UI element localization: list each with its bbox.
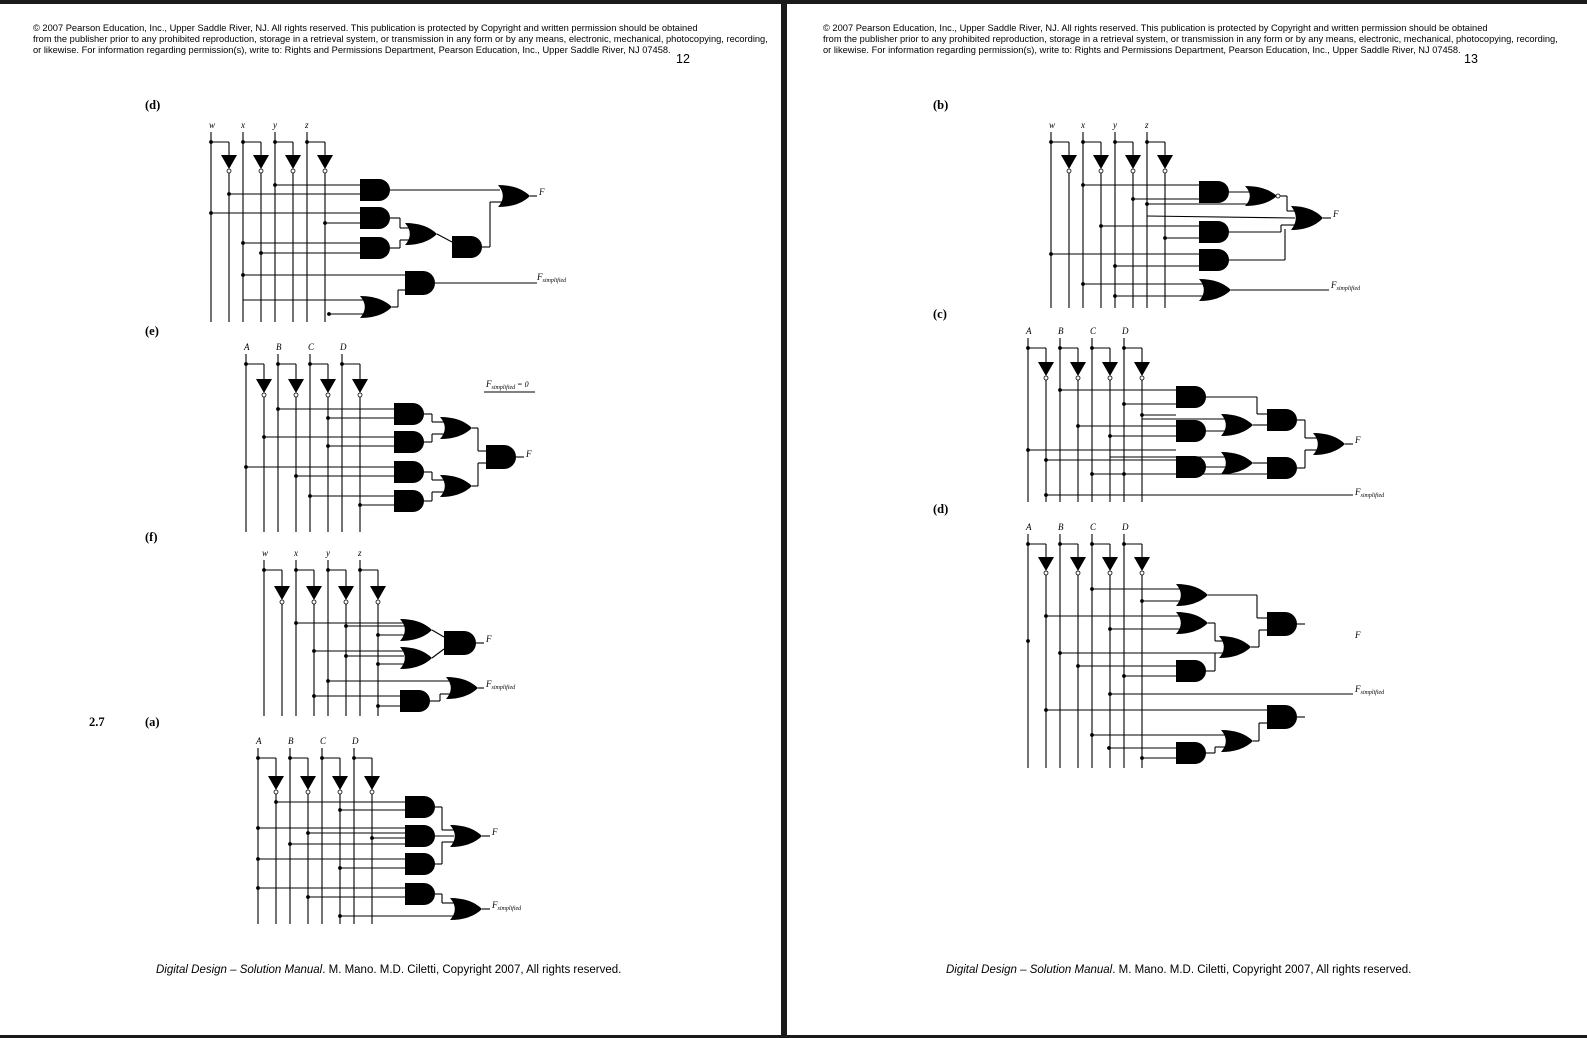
- not-gate: [268, 776, 284, 790]
- output-label-f: F: [492, 827, 498, 837]
- junction-dot: [227, 192, 231, 196]
- inverter-bubble: [1044, 571, 1048, 575]
- junction-dot: [1122, 346, 1126, 350]
- not-gate: [1093, 155, 1109, 169]
- junction-dot: [1113, 294, 1117, 298]
- or-gate: [1221, 452, 1253, 474]
- output-label-f-simplified: $F_{simplified}$: [537, 272, 567, 284]
- section-label: (c): [933, 307, 947, 321]
- junction-dot: [1099, 224, 1103, 228]
- junction-dot: [256, 826, 260, 830]
- input-label: D: [340, 342, 347, 352]
- and-gate: [394, 461, 424, 483]
- input-label: D: [1122, 326, 1129, 336]
- junction-dot: [358, 568, 362, 572]
- page-13: [787, 4, 1587, 1035]
- wire: [432, 649, 444, 658]
- and-gate: [444, 631, 476, 655]
- junction-dot: [1107, 746, 1111, 750]
- not-gate: [1038, 362, 1054, 376]
- junction-dot: [376, 633, 380, 637]
- output-label-f: F: [1333, 209, 1339, 219]
- input-label: y: [326, 548, 330, 558]
- junction-dot: [1122, 674, 1126, 678]
- inverter-bubble: [1044, 376, 1048, 380]
- junction-dot: [241, 273, 245, 277]
- and-gate: [394, 403, 424, 425]
- and-gate: [1199, 249, 1229, 271]
- not-gate: [370, 586, 386, 600]
- junction-dot: [338, 808, 342, 812]
- input-label: z: [1145, 120, 1149, 130]
- and-gate: [1176, 456, 1206, 478]
- junction-dot: [1090, 346, 1094, 350]
- junction-dot: [344, 654, 348, 658]
- junction-dot: [1058, 542, 1062, 546]
- junction-dot: [370, 836, 374, 840]
- inverter-bubble: [1140, 376, 1144, 380]
- or-gate: [450, 825, 482, 847]
- junction-dot: [1108, 434, 1112, 438]
- junction-dot: [1058, 651, 1062, 655]
- and-gate: [1199, 221, 1229, 243]
- junction-dot: [294, 621, 298, 625]
- junction-dot: [256, 756, 260, 760]
- inverter-bubble: [338, 790, 342, 794]
- input-label: w: [209, 120, 216, 130]
- junction-dot: [308, 494, 312, 498]
- section-label: (e): [145, 324, 159, 338]
- not-gate: [1134, 557, 1150, 571]
- not-gate: [1102, 557, 1118, 571]
- or-gate: [440, 475, 472, 497]
- inverter-bubble: [1099, 169, 1103, 173]
- footer-credits: . M. Mano. M.D. Ciletti, Copyright 2007, All rights reserved.: [322, 964, 622, 976]
- problem-number: 2.7: [89, 715, 105, 729]
- inverter-bubble: [259, 169, 263, 173]
- and-gate: [1267, 612, 1297, 636]
- junction-dot: [1081, 183, 1085, 187]
- junction-dot: [1076, 664, 1080, 668]
- junction-dot: [308, 362, 312, 366]
- output-label-f: F: [1355, 435, 1361, 445]
- wire: [432, 630, 444, 637]
- and-gate: [1267, 457, 1297, 479]
- and-gate: [360, 237, 390, 259]
- circuit-f: [262, 548, 516, 716]
- output-label-f-simplified: $F_{simplified} = 0$: [486, 379, 529, 391]
- junction-dot: [1049, 140, 1053, 144]
- input-label: A: [244, 342, 250, 352]
- or-gate: [400, 619, 432, 641]
- inverter-bubble: [1140, 571, 1144, 575]
- not-gate: [1125, 155, 1141, 169]
- wire: [437, 234, 452, 242]
- not-gate: [1102, 362, 1118, 376]
- input-label: x: [241, 120, 245, 130]
- junction-dot: [338, 914, 342, 918]
- inverter-bubble: [274, 790, 278, 794]
- output-label-f-simplified: $F_{simplified}$: [492, 900, 522, 912]
- junction-dot: [312, 649, 316, 653]
- output-label-f: F: [486, 634, 492, 644]
- and-gate: [394, 431, 424, 453]
- junction-dot: [273, 183, 277, 187]
- and-gate: [400, 690, 430, 712]
- inverter-bubble: [280, 600, 284, 604]
- and-gate: [486, 445, 516, 469]
- section-label: (d): [933, 502, 949, 516]
- not-gate: [317, 155, 333, 169]
- junction-dot: [1081, 140, 1085, 144]
- not-gate: [300, 776, 316, 790]
- input-label: y: [1113, 120, 1117, 130]
- not-gate: [1070, 362, 1086, 376]
- input-label: x: [1081, 120, 1085, 130]
- junction-dot: [1090, 472, 1094, 476]
- not-gate: [364, 776, 380, 790]
- junction-dot: [376, 662, 380, 666]
- not-gate: [274, 586, 290, 600]
- junction-dot: [1076, 424, 1080, 428]
- inverter-bubble: [326, 393, 330, 397]
- junction-dot: [1113, 140, 1117, 144]
- junction-dot: [1090, 733, 1094, 737]
- junction-dot: [1044, 708, 1048, 712]
- junction-dot: [1145, 202, 1149, 206]
- not-gate: [332, 776, 348, 790]
- not-gate: [221, 155, 237, 169]
- input-label: B: [288, 736, 294, 746]
- input-label: D: [1122, 522, 1129, 532]
- junction-dot: [323, 221, 327, 225]
- and-gate: [1199, 181, 1229, 203]
- input-label: z: [358, 548, 362, 558]
- input-label: x: [294, 548, 298, 558]
- not-gate: [288, 379, 304, 393]
- junction-dot: [1044, 493, 1048, 497]
- inverter-bubble: [262, 393, 266, 397]
- or-gate: [1245, 186, 1277, 206]
- junction-dot: [1081, 282, 1085, 286]
- copyright-line: © 2007 Pearson Education, Inc., Upper Saddle River, NJ. All rights reserved. This publication is protected by Copyright and written permission should be obtained: [33, 23, 698, 33]
- junction-dot: [209, 140, 213, 144]
- junction-dot: [1108, 627, 1112, 631]
- junction-dot: [244, 362, 248, 366]
- copyright-line: or likewise. For information regarding permission(s), write to: Rights and Permissions Department, Pearson Education, Inc., Upper Saddle River, NJ 07458.: [33, 45, 671, 55]
- circuit-d: [1025, 522, 1385, 768]
- junction-dot: [276, 407, 280, 411]
- junction-dot: [1044, 458, 1048, 462]
- junction-dot: [306, 831, 310, 835]
- page-number: 13: [1464, 52, 1478, 66]
- not-gate: [338, 586, 354, 600]
- output-label-f-simplified: $F_{simplified}$: [1355, 487, 1385, 499]
- circuit-b: [1049, 120, 1361, 308]
- section-label: (a): [145, 715, 160, 729]
- or-gate: [405, 223, 437, 245]
- and-gate: [1267, 409, 1297, 431]
- and-gate: [405, 796, 435, 818]
- input-label: z: [305, 120, 309, 130]
- junction-dot: [1049, 252, 1053, 256]
- inverter-bubble: [1163, 169, 1167, 173]
- logic-circuits-page-13: [787, 4, 1587, 1035]
- not-gate: [1038, 557, 1054, 571]
- or-gate: [1291, 206, 1323, 230]
- or-gate: [1221, 414, 1253, 436]
- junction-dot: [273, 140, 277, 144]
- junction-dot: [1090, 587, 1094, 591]
- junction-dot: [1058, 388, 1062, 392]
- inverter-bubble: [323, 169, 327, 173]
- not-gate: [1061, 155, 1077, 169]
- page-12: [0, 4, 781, 1035]
- junction-dot: [259, 251, 263, 255]
- inverter-bubble: [1076, 571, 1080, 575]
- input-label: w: [1049, 120, 1056, 130]
- inverter-bubble: [227, 169, 231, 173]
- output-label-f: F: [526, 449, 532, 459]
- input-label: B: [1058, 326, 1064, 336]
- not-gate: [253, 155, 269, 169]
- junction-dot: [1122, 542, 1126, 546]
- and-gate: [1267, 705, 1297, 729]
- output-label-f-simplified: $F_{simplified}$: [1355, 684, 1385, 696]
- junction-dot: [305, 140, 309, 144]
- copyright-line: or likewise. For information regarding permission(s), write to: Rights and Permissions Department, Pearson Education, Inc., Upper Saddle River, NJ 07458.: [823, 45, 1461, 55]
- output-label-f-simplified: $F_{simplified}$: [1331, 280, 1361, 292]
- junction-dot: [288, 756, 292, 760]
- or-gate: [1221, 730, 1253, 752]
- output-label-f-simplified: $F_{simplified}$: [486, 679, 516, 691]
- input-label: w: [262, 548, 269, 558]
- page-number: 12: [676, 52, 690, 66]
- inverter-bubble: [1131, 169, 1135, 173]
- inverter-bubble: [291, 169, 295, 173]
- and-gate: [1176, 742, 1206, 764]
- not-gate: [256, 379, 272, 393]
- and-gate: [360, 207, 390, 229]
- not-gate: [320, 379, 336, 393]
- and-gate: [360, 179, 390, 201]
- junction-dot: [1163, 236, 1167, 240]
- junction-dot: [312, 694, 316, 698]
- inverter-bubble: [1108, 571, 1112, 575]
- and-gate: [405, 853, 435, 875]
- junction-dot: [326, 416, 330, 420]
- junction-dot: [1044, 614, 1048, 618]
- not-gate: [306, 586, 322, 600]
- inverter-bubble: [358, 393, 362, 397]
- or-gate: [360, 296, 392, 318]
- copyright-line: © 2007 Pearson Education, Inc., Upper Saddle River, NJ. All rights reserved. This publication is protected by Copyright and written permission should be obtained: [823, 23, 1488, 33]
- input-label: y: [273, 120, 277, 130]
- junction-dot: [306, 895, 310, 899]
- junction-dot: [340, 362, 344, 366]
- and-gate: [1176, 420, 1206, 442]
- junction-dot: [1122, 472, 1126, 476]
- output-label-f: F: [539, 187, 545, 197]
- not-gate: [285, 155, 301, 169]
- junction-dot: [262, 435, 266, 439]
- inverter-bubble: [1076, 376, 1080, 380]
- or-gate: [400, 647, 432, 669]
- copyright-line: from the publisher prior to any prohibited reproduction, storage in a retrieval system, or transmission in any form or by any means, electronic, mechanical, photocopying, recording,: [823, 34, 1558, 44]
- footer: [946, 964, 1411, 976]
- junction-dot: [338, 866, 342, 870]
- and-gate: [452, 236, 482, 258]
- copyright-line: from the publisher prior to any prohibited reproduction, storage in a retrieval system, or transmission in any form or by any means, electronic, mechanical, photocopying, recording,: [33, 34, 768, 44]
- junction-dot: [1140, 413, 1144, 417]
- junction-dot: [1090, 542, 1094, 546]
- junction-dot: [1058, 346, 1062, 350]
- wire: [1147, 216, 1295, 218]
- junction-dot: [326, 679, 330, 683]
- and-gate: [405, 825, 435, 847]
- inverter-bubble: [306, 790, 310, 794]
- section-label: (f): [145, 530, 158, 544]
- input-label: C: [1090, 326, 1097, 336]
- junction-dot: [1122, 402, 1126, 406]
- junction-dot: [262, 568, 266, 572]
- inverter-bubble: [312, 600, 316, 604]
- circuit-c: [1025, 326, 1385, 502]
- inverter-bubble: [294, 393, 298, 397]
- and-gate: [405, 883, 435, 905]
- junction-dot: [256, 857, 260, 861]
- footer-title: Digital Design – Solution Manual: [156, 964, 323, 976]
- input-label: B: [276, 342, 282, 352]
- inverter-bubble: [1067, 169, 1071, 173]
- junction-dot: [241, 140, 245, 144]
- or-gate: [1199, 279, 1231, 301]
- circuit-e: [243, 342, 535, 532]
- or-gate: [440, 417, 472, 439]
- and-gate: [394, 490, 424, 512]
- input-label: B: [1058, 522, 1064, 532]
- junction-dot: [320, 756, 324, 760]
- or-gate: [446, 677, 478, 699]
- or-gate: [1219, 636, 1251, 658]
- footer-title: Digital Design – Solution Manual: [946, 964, 1113, 976]
- junction-dot: [241, 241, 245, 245]
- or-gate: [498, 185, 530, 207]
- or-gate: [450, 898, 482, 920]
- junction-dot: [327, 312, 331, 316]
- junction-dot: [1026, 448, 1030, 452]
- junction-dot: [1026, 542, 1030, 546]
- not-gate: [1070, 557, 1086, 571]
- footer: [156, 964, 621, 976]
- junction-dot: [209, 211, 213, 215]
- section-label: (b): [933, 98, 949, 112]
- section-label: (d): [145, 98, 161, 112]
- junction-dot: [1140, 756, 1144, 760]
- or-gate: [1176, 584, 1208, 606]
- input-label: C: [1090, 522, 1097, 532]
- junction-dot: [276, 362, 280, 366]
- junction-dot: [1026, 346, 1030, 350]
- footer-credits: . M. Mano. M.D. Ciletti, Copyright 2007, All rights reserved.: [1112, 964, 1412, 976]
- junction-dot: [288, 842, 292, 846]
- junction-dot: [256, 886, 260, 890]
- input-label: A: [1026, 522, 1032, 532]
- junction-dot: [1131, 197, 1135, 201]
- junction-dot: [352, 756, 356, 760]
- circuit-d: [209, 120, 567, 322]
- inverter-bubble: [376, 600, 380, 604]
- circuit-2-7a: [255, 736, 522, 924]
- junction-dot: [1145, 140, 1149, 144]
- junction-dot: [294, 568, 298, 572]
- junction-dot: [274, 800, 278, 804]
- inverter-bubble: [370, 790, 374, 794]
- junction-dot: [1140, 599, 1144, 603]
- input-label: C: [308, 342, 315, 352]
- logic-circuits-page-12: [0, 4, 781, 1035]
- input-label: D: [352, 736, 359, 746]
- not-gate: [1157, 155, 1173, 169]
- junction-dot: [244, 465, 248, 469]
- output-label-f: F: [1355, 630, 1361, 640]
- junction-dot: [344, 624, 348, 628]
- junction-dot: [326, 444, 330, 448]
- inverter-bubble: [344, 600, 348, 604]
- and-gate: [405, 271, 435, 295]
- junction-dot: [376, 704, 380, 708]
- junction-dot: [1108, 692, 1112, 696]
- and-gate: [1176, 660, 1206, 682]
- junction-dot: [1113, 264, 1117, 268]
- not-gate: [1134, 362, 1150, 376]
- input-label: A: [1026, 326, 1032, 336]
- junction-dot: [1026, 639, 1030, 643]
- or-gate: [1313, 433, 1345, 455]
- junction-dot: [294, 474, 298, 478]
- junction-dot: [358, 503, 362, 507]
- input-label: C: [320, 736, 327, 746]
- not-gate: [352, 379, 368, 393]
- and-gate: [1176, 386, 1206, 408]
- or-gate: [1176, 612, 1208, 634]
- inverter-bubble: [1108, 376, 1112, 380]
- inverter-bubble: [1276, 194, 1280, 198]
- input-label: A: [256, 736, 262, 746]
- junction-dot: [326, 568, 330, 572]
